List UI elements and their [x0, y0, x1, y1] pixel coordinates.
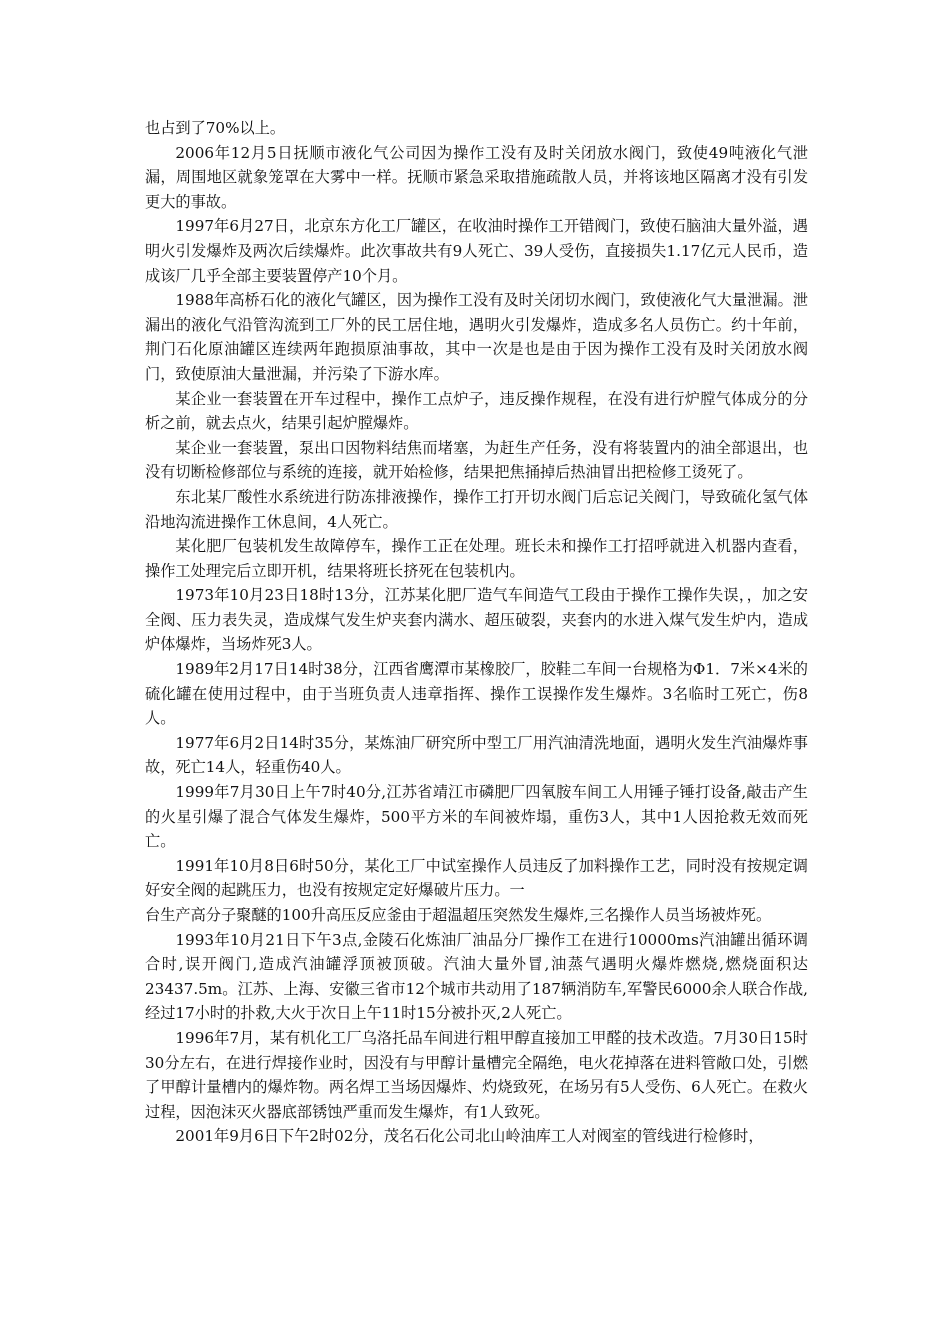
paragraph: 某企业一套装置在开车过程中，操作工点炉子，违反操作规程，在没有进行炉膛气体成分的分析之前，就去点火，结果引起炉膛爆炸。 — [145, 389, 808, 433]
paragraph: 1997年6月27日，北京东方化工厂罐区，在收油时操作工开错阀门，致使石脑油大量外溢，遇明火引发爆炸及两次后续爆炸。此次事故共有9人死亡、39人受伤，直接损失1.17亿元人民币，造成该厂几乎全部主要装置停产10个月。 — [145, 217, 808, 285]
paragraph: 1988年高桥石化的液化气罐区，因为操作工没有及时关闭切水阀门，致使液化气大量泄漏。泄漏出的液化气沿管沟流到工厂外的民工居住地，遇明火引发爆炸，造成多名人员伤亡。约十年前，荆门石化原油罐区连续两年跑损原油事故，其中一次是也是由于因为操作工没有及时关闭放水阀门，致使原油大量泄漏，并污染了下游水库。 — [145, 291, 808, 383]
paragraph: 1999年7月30日上午7时40分,江苏省靖江市磷肥厂四氧胺车间工人用锤子锤打设备,敲击产生的火星引爆了混合气体发生爆炸，500平方米的车间被炸塌，重伤3人，其中1人因抢救无效而死亡。 — [145, 783, 808, 851]
paragraph: 2001年9月6日下午2时02分，茂名石化公司北山岭油库工人对阀室的管线进行检修时， — [175, 1127, 764, 1146]
paragraph: 1991年10月8日6时50分，某化工厂中试室操作人员违反了加料操作工艺，同时没有按规定调好安全阀的起跳压力，也没有按规定定好爆破片压力。一 — [145, 856, 808, 900]
paragraph: 也占到了70%以上。 — [145, 119, 286, 137]
paragraph: 2006年12月5日抚顺市液化气公司因为操作工没有及时关闭放水阀门，致使49吨液化气泄漏，周围地区就象笼罩在大雾中一样。抚顺市紧急采取措施疏散人员，并将该地区隔离才没有引发更大的事故。 — [145, 143, 808, 211]
paragraph: 某企业一套装置，泵出口因物料结焦而堵塞，为赶生产任务，没有将装置内的油全部退出，也没有切断检修部位与系统的连接，就开始检修，结果把焦捅掉后热油冒出把检修工烫死了。 — [145, 438, 808, 482]
paragraph: 1996年7月，某有机化工厂乌洛托品车间进行粗甲醇直接加工甲醛的技术改造。7月30日15时30分左右，在进行焊接作业时，因没有与甲醇计量槽完全隔绝，电火花掉落在进料管敞口处，引燃了甲醇计量槽内的爆炸物。两名焊工当场因爆炸、灼烧致死，在场另有5人受伤、6人死亡。在救火过程，因泡沫灭火器底部锈蚀严重而发生爆炸，有1人致死。 — [145, 1028, 808, 1121]
paragraph: 1977年6月2日14时35分，某炼油厂研究所中型工厂用汽油清洗地面，遇明火发生汽油爆炸事故，死亡14人，轻重伤40人。 — [145, 733, 808, 777]
paragraph: 东北某厂酸性水系统进行防冻排液操作，操作工打开切水阀门后忘记关阀门，导致硫化氢气体沿地沟流进操作工休息间，4人死亡。 — [145, 487, 808, 531]
paragraph: 1993年10月21日下午3点,金陵石化炼油厂油品分厂操作工在进行10000ms汽油罐出循环调合时,误开阀门,造成汽油罐浮顶被顶破。汽油大量外冒,油蒸气遇明火爆炸燃烧,燃烧面积达23437.5m。江苏、上海、安徽三省市12个城市共动用了187辆消防车,军警民6000余人联合作战,经过17小时的扑救,大火于次日上午11时15分被扑灭,2人死亡。 — [145, 930, 808, 1023]
paragraph: 台生产高分子聚醚的100升高压反应釜由于超温超压突然发生爆炸,三名操作人员当场被炸死。 — [145, 906, 772, 924]
paragraph: 某化肥厂包装机发生故障停车，操作工正在处理。班长未和操作工打招呼就进入机器内查看，操作工处理完后立即开机，结果将班长挤死在包装机内。 — [145, 537, 808, 580]
document-body — [145, 116, 808, 1149]
paragraph: 1973年10月23日18时13分，江苏某化肥厂造气车间造气工段由于操作工操作失误，，加之安全阀、压力表失灵，造成煤气发生炉夹套内满水、超压破裂，夹套内的水进入煤气发生炉内，造成炉体爆炸，当场炸死3人。 — [145, 586, 808, 654]
paragraph: 1989年2月17日14时38分，江西省鹰潭市某橡胶厂，胶鞋二车间一台规格为Φ1．7米×4米的硫化罐在使用过程中，由于当班负责人违章指挥、操作工误操作发生爆炸。3名临时工死亡，伤8人。 — [145, 660, 808, 728]
